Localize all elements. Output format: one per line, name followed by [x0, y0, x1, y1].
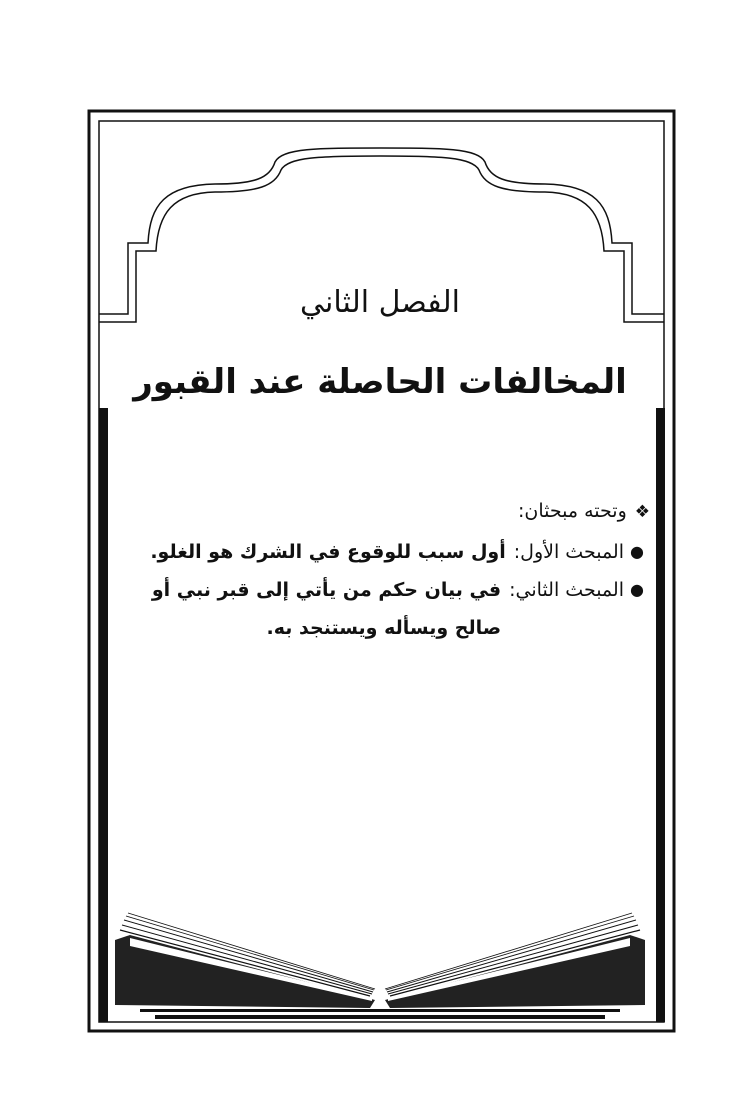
bullet-icon: ●: [630, 580, 644, 599]
contents-intro: [118, 492, 650, 531]
left-side-bar: [99, 408, 108, 1022]
section-item-2: [118, 571, 650, 647]
section-label: المبحث الأول:: [513, 541, 624, 563]
section-item-1: [118, 533, 650, 571]
diamond-bullet-icon: ❖: [634, 502, 650, 522]
section-label: المبحث الثاني:: [509, 579, 624, 601]
contents-intro-text: وتحته مبحثان:: [518, 500, 627, 522]
open-book-ornament: [115, 913, 645, 1019]
chapter-contents: [118, 492, 650, 647]
chapter-title: المخالفات الحاصلة عند القبور: [133, 362, 627, 402]
section-description: في بيان حكم من يأتي إلى قبر نبي أو صالح ويسأله ويستنجد به.: [151, 579, 502, 639]
section-description: أول سبب للوقوع في الشرك هو الغلو.: [150, 541, 506, 563]
right-side-bar: [656, 408, 665, 1022]
bullet-icon: ●: [630, 542, 644, 561]
chapter-number: الفصل الثاني: [300, 285, 460, 320]
